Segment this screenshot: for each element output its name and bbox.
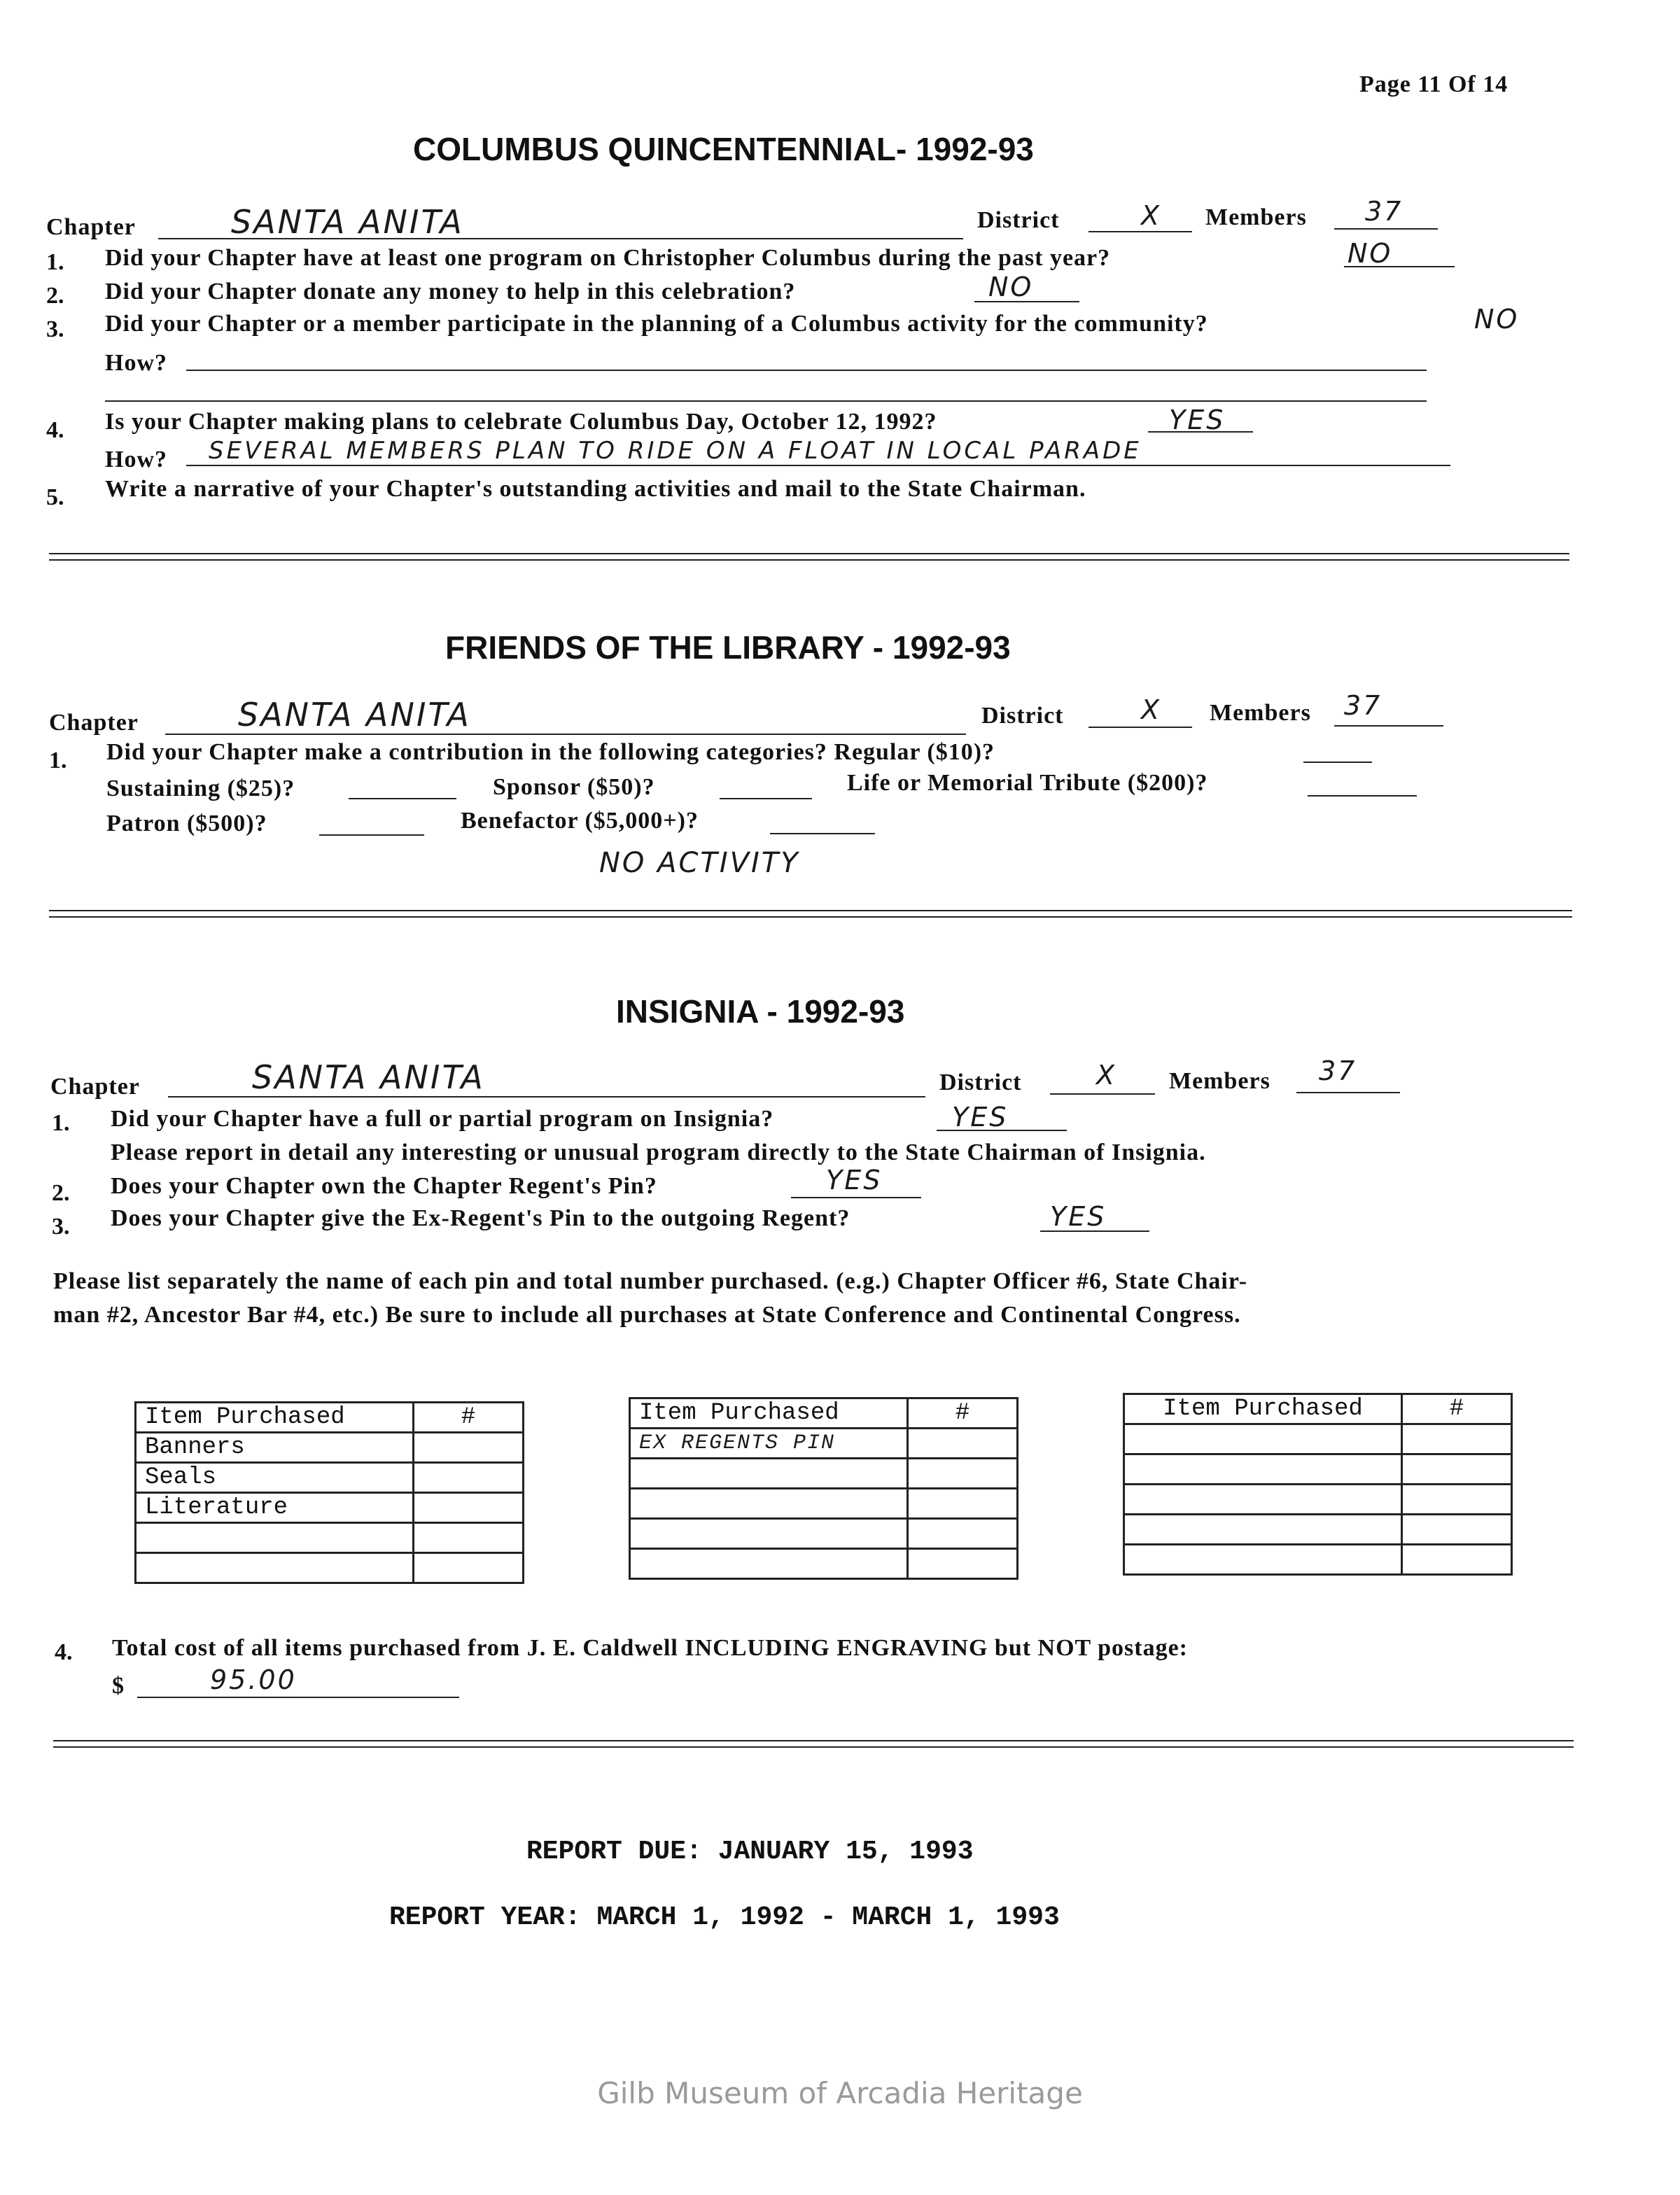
insignia-q3-number: 3. — [52, 1214, 70, 1240]
table-cell-count — [1402, 1424, 1512, 1454]
library-note: NO ACTIVITY — [599, 847, 800, 879]
library-members-label: Members — [1210, 700, 1311, 726]
table-cell-item: Banners — [136, 1433, 414, 1463]
columbus-q2: Did your Chapter donate any money to help in this celebration? — [105, 279, 796, 304]
library-patron-line — [319, 834, 424, 836]
insignia-members-line — [1296, 1092, 1400, 1093]
table-row — [1124, 1485, 1512, 1515]
footer-credit: Gilb Museum of Arcadia Heritage — [597, 2076, 1083, 2110]
table-cell-item: Literature — [136, 1493, 414, 1523]
insignia-chapter-line — [168, 1096, 925, 1098]
table-cell-item — [1124, 1545, 1402, 1575]
library-title: FRIENDS OF THE LIBRARY - 1992-93 — [445, 629, 1011, 666]
table-row — [630, 1489, 1018, 1519]
insignia-q2-number: 2. — [52, 1180, 70, 1206]
table-header-count: # — [414, 1403, 524, 1433]
table-header-count: # — [908, 1398, 1018, 1429]
columbus-q1: Did your Chapter have at least one program on Christopher Columbus during the past year? — [105, 245, 1111, 271]
table-cell-count — [414, 1463, 524, 1493]
insignia-q1-answer: YES — [952, 1102, 1009, 1132]
items-table-2 — [629, 1397, 1018, 1580]
table-cell-item — [1124, 1424, 1402, 1454]
table-row — [630, 1549, 1018, 1579]
insignia-q4: Total cost of all items purchased from J. E. Caldwell INCLUDING ENGRAVING but NOT postage: — [112, 1635, 1188, 1661]
insignia-instructions-2: man #2, Ancestor Bar #4, etc.) Be sure to include all purchases at State Conference and Continental Congress. — [53, 1302, 1241, 1328]
table-cell-count — [908, 1429, 1018, 1459]
columbus-district-line — [1088, 231, 1192, 232]
insignia-members-value: 37 — [1319, 1056, 1357, 1086]
table-cell-count — [414, 1493, 524, 1523]
columbus-chapter-value: SANTA ANITA — [231, 203, 464, 241]
library-life-label: Life or Memorial Tribute ($200)? — [847, 770, 1208, 796]
library-patron-label: Patron ($500)? — [106, 811, 267, 836]
insignia-q4-dollar: $ — [112, 1673, 125, 1699]
table-row — [630, 1429, 1018, 1459]
library-sponsor-label: Sponsor ($50)? — [493, 774, 655, 800]
table-header-row — [136, 1403, 524, 1433]
table-cell-item — [136, 1553, 414, 1583]
table-row — [1124, 1545, 1512, 1575]
library-district-label: District — [981, 703, 1064, 729]
columbus-q3-how-label: How? — [105, 350, 167, 376]
report-year: REPORT YEAR: MARCH 1, 1992 - MARCH 1, 1993 — [389, 1902, 1060, 1933]
table-header-item: Item Purchased — [1124, 1394, 1402, 1424]
table-cell-count — [908, 1489, 1018, 1519]
columbus-q2-number: 2. — [46, 283, 64, 309]
columbus-members-value: 37 — [1365, 196, 1404, 227]
columbus-district-label: District — [977, 207, 1060, 233]
table-cell-count — [1402, 1515, 1512, 1545]
table-header-item: Item Purchased — [136, 1403, 414, 1433]
columbus-q5-number: 5. — [46, 484, 64, 510]
library-life-line — [1308, 795, 1417, 797]
columbus-q3: Did your Chapter or a member participate in the planning of a Columbus activity for the community? — [105, 311, 1208, 337]
insignia-q2-answer: YES — [826, 1165, 883, 1195]
table-header-row — [630, 1398, 1018, 1429]
table-cell-item — [1124, 1454, 1402, 1485]
columbus-q1-answer: NO — [1348, 238, 1393, 269]
library-chapter-line — [165, 734, 966, 735]
insignia-instructions-1: Please list separately the name of each pin and total number purchased. (e.g.) Chapter Officer #6, State Chair- — [53, 1268, 1248, 1294]
library-members-value: 37 — [1344, 690, 1382, 721]
columbus-q5: Write a narrative of your Chapter's outstanding activities and mail to the State Chairman. — [105, 476, 1086, 502]
table-cell-count — [908, 1549, 1018, 1579]
library-chapter-label: Chapter — [49, 710, 139, 736]
insignia-q2: Does your Chapter own the Chapter Regent's Pin? — [111, 1173, 657, 1199]
columbus-q3-how-line — [186, 370, 1427, 371]
insignia-chapter-label: Chapter — [50, 1074, 140, 1100]
table-row — [1124, 1515, 1512, 1545]
table-row — [1124, 1454, 1512, 1485]
columbus-q3-number: 3. — [46, 316, 64, 342]
table-cell-item — [630, 1549, 908, 1579]
columbus-members-line — [1334, 228, 1438, 230]
items-table-1 — [134, 1401, 524, 1584]
table-row — [630, 1519, 1018, 1549]
table-cell-item — [136, 1523, 414, 1553]
insignia-q4-number: 4. — [55, 1639, 73, 1665]
table-row — [1124, 1424, 1512, 1454]
table-cell-count — [1402, 1545, 1512, 1575]
library-q1-number: 1. — [49, 748, 67, 773]
table-row — [136, 1463, 524, 1493]
library-regular-line — [1303, 762, 1372, 763]
table-cell-count — [414, 1523, 524, 1553]
insignia-q1-number: 1. — [52, 1110, 70, 1136]
table-row — [136, 1523, 524, 1553]
table-cell-count — [908, 1519, 1018, 1549]
library-district-line — [1088, 727, 1192, 728]
columbus-q4-number: 4. — [46, 417, 64, 443]
columbus-q4-how-line — [186, 465, 1450, 466]
columbus-q4: Is your Chapter making plans to celebrate Columbus Day, October 12, 1992? — [105, 409, 937, 435]
table-cell-count — [1402, 1485, 1512, 1515]
library-chapter-value: SANTA ANITA — [238, 696, 471, 734]
insignia-q1-note: Please report in detail any interesting or unusual program directly to the State Chairman of Insignia. — [111, 1139, 1206, 1165]
table-row — [630, 1459, 1018, 1489]
columbus-members-label: Members — [1205, 204, 1307, 230]
table-cell-item — [1124, 1485, 1402, 1515]
columbus-q2-answer: NO — [988, 272, 1034, 302]
section-divider-1 — [49, 553, 1569, 561]
insignia-chapter-value: SANTA ANITA — [252, 1058, 485, 1096]
table-row — [136, 1553, 524, 1583]
insignia-title: INSIGNIA - 1992-93 — [616, 993, 905, 1030]
library-sponsor-line — [720, 798, 812, 799]
table-header-item: Item Purchased — [630, 1398, 908, 1429]
columbus-q1-number: 1. — [46, 249, 64, 275]
table-cell-item — [1124, 1515, 1402, 1545]
library-benefactor-line — [770, 833, 875, 834]
section-divider-2 — [49, 910, 1572, 918]
table-cell-item: EX REGENTS PIN — [630, 1429, 908, 1459]
insignia-district-line — [1050, 1093, 1155, 1095]
report-due: REPORT DUE: JANUARY 15, 1993 — [526, 1837, 974, 1867]
columbus-q3-answer: NO — [1474, 304, 1520, 335]
library-q1: Did your Chapter make a contribution in the following categories? Regular ($10)? — [106, 739, 995, 765]
columbus-district-value: X — [1141, 200, 1162, 231]
columbus-q4-how-answer: SEVERAL MEMBERS PLAN TO RIDE ON A FLOAT IN LOCAL PARADE — [209, 437, 1142, 465]
library-benefactor-label: Benefactor ($5,000+)? — [461, 808, 699, 834]
columbus-q4-answer: YES — [1169, 405, 1226, 435]
table-cell-item — [630, 1489, 908, 1519]
table-header-count: # — [1402, 1394, 1512, 1424]
table-cell-count — [908, 1459, 1018, 1489]
insignia-district-label: District — [939, 1070, 1022, 1095]
table-cell-item — [630, 1459, 908, 1489]
section-divider-3 — [53, 1740, 1574, 1748]
insignia-q4-line — [137, 1697, 459, 1698]
table-cell-count — [1402, 1454, 1512, 1485]
library-members-line — [1334, 725, 1443, 727]
library-sustaining-label: Sustaining ($25)? — [106, 776, 295, 801]
library-district-value: X — [1141, 694, 1162, 725]
columbus-q3-extra-line — [105, 400, 1427, 402]
columbus-title: COLUMBUS QUINCENTENNIAL- 1992-93 — [413, 131, 1034, 167]
table-cell-count — [414, 1433, 524, 1463]
insignia-q2-line — [791, 1197, 921, 1198]
insignia-members-label: Members — [1169, 1068, 1270, 1094]
table-cell-count — [414, 1553, 524, 1583]
table-cell-item — [630, 1519, 908, 1549]
insignia-q1: Did your Chapter have a full or partial program on Insignia? — [111, 1106, 774, 1132]
insignia-district-value: X — [1096, 1060, 1117, 1091]
table-row — [136, 1493, 524, 1523]
library-sustaining-line — [349, 798, 456, 799]
table-row — [136, 1433, 524, 1463]
insignia-q3: Does your Chapter give the Ex-Regent's Pin to the outgoing Regent? — [111, 1205, 850, 1231]
table-cell-item: Seals — [136, 1463, 414, 1493]
columbus-chapter-label: Chapter — [46, 214, 136, 240]
columbus-q4-how-label: How? — [105, 447, 167, 472]
table-header-row — [1124, 1394, 1512, 1424]
items-table-3 — [1123, 1393, 1513, 1576]
insignia-q4-answer: 95.00 — [210, 1664, 297, 1695]
insignia-q3-answer: YES — [1050, 1201, 1107, 1232]
page-number: Page 11 Of 14 — [1359, 71, 1508, 97]
